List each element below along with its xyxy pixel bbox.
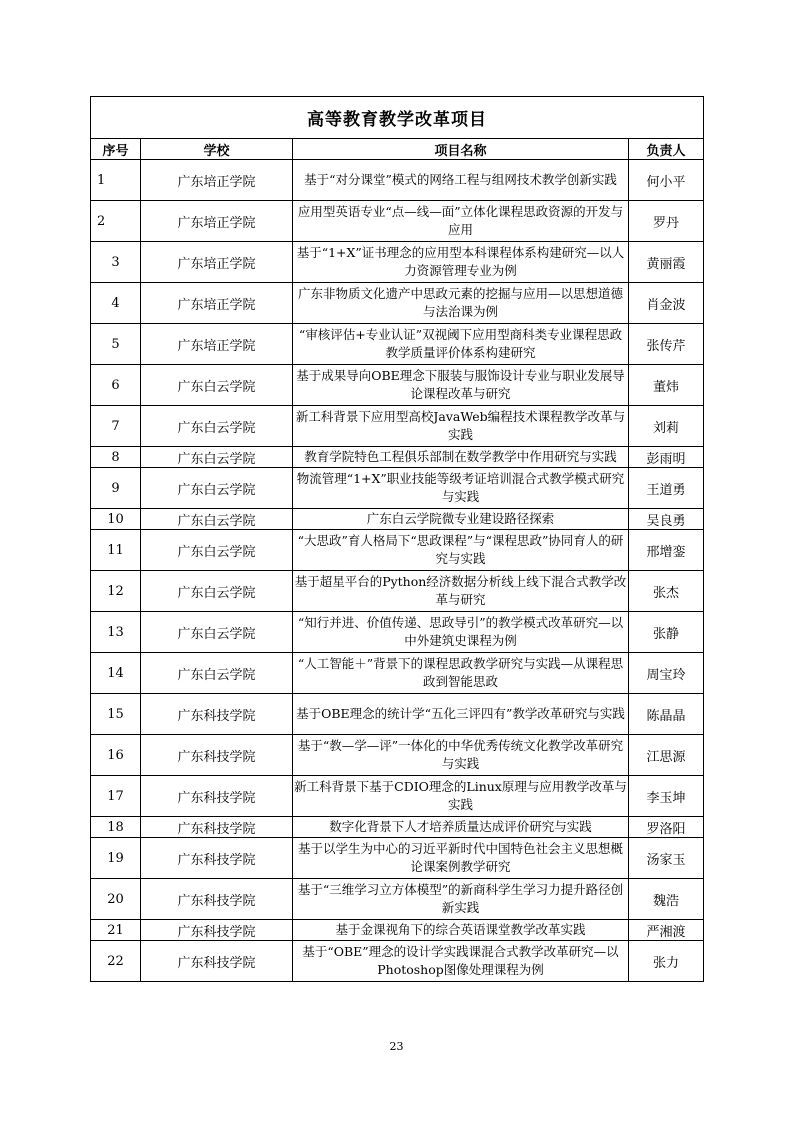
table-row (91, 530, 704, 571)
table-row (91, 406, 704, 447)
cell-school: 广东培正学院 (141, 324, 293, 365)
cell-person: 汤家玉 (629, 838, 704, 879)
header-row (91, 139, 704, 160)
cell-project-name: 教育学院特色工程俱乐部制在数学教学中作用研究与实践 (293, 447, 629, 468)
cell-school: 广东白云学院 (141, 571, 293, 612)
cell-school: 广东白云学院 (141, 406, 293, 447)
cell-school: 广东白云学院 (141, 509, 293, 530)
cell-school: 广东白云学院 (141, 653, 293, 694)
cell-person: 何小平 (629, 160, 704, 201)
cell-school: 广东科技学院 (141, 694, 293, 735)
cell-project-name: “知行并进、价值传递、思政导引”的教学模式改革研究—以中外建筑史课程为例 (293, 612, 629, 653)
project-table (90, 96, 704, 982)
cell-no: 17 (91, 776, 141, 817)
cell-school: 广东培正学院 (141, 242, 293, 283)
cell-person: 李玉坤 (629, 776, 704, 817)
table-body (91, 97, 704, 982)
cell-project-name: 广东非物质文化遗产中思政元素的挖掘与应用—以思想道德与法治课为例 (293, 283, 629, 324)
cell-project-name: 新工科背景下基于CDIO理念的Linux原理与应用教学改革与实践 (293, 776, 629, 817)
cell-no: 7 (91, 406, 141, 447)
cell-no: 5 (91, 324, 141, 365)
cell-school: 广东科技学院 (141, 941, 293, 982)
cell-person: 黄丽霞 (629, 242, 704, 283)
cell-school: 广东培正学院 (141, 201, 293, 242)
table-row (91, 283, 704, 324)
table-title: 高等教育教学改革项目 (91, 97, 704, 139)
cell-school: 广东培正学院 (141, 283, 293, 324)
cell-no: 18 (91, 817, 141, 838)
cell-project-name: 基于“OBE”理念的设计学实践课混合式教学改革研究—以Photoshop图像处理课程为例 (293, 941, 629, 982)
cell-no: 22 (91, 941, 141, 982)
header-project: 项目名称 (293, 139, 629, 160)
cell-project-name: “大思政”育人格局下“思政课程”与“课程思政”协同育人的研究与实践 (293, 530, 629, 571)
table-row (91, 838, 704, 879)
cell-person: 肖金波 (629, 283, 704, 324)
cell-person: 魏浩 (629, 879, 704, 920)
cell-project-name: 基于“三维学习立方体模型”的新商科学生学习力提升路径创新实践 (293, 879, 629, 920)
cell-no: 19 (91, 838, 141, 879)
cell-no: 21 (91, 920, 141, 941)
cell-no: 9 (91, 468, 141, 509)
cell-no: 13 (91, 612, 141, 653)
cell-project-name: 基于以学生为中心的习近平新时代中国特色社会主义思想概论课案例教学研究 (293, 838, 629, 879)
cell-school: 广东白云学院 (141, 365, 293, 406)
cell-no: 11 (91, 530, 141, 571)
table-row (91, 509, 704, 530)
title-row (91, 97, 704, 139)
table-row (91, 571, 704, 612)
cell-project-name: 新工科背景下应用型高校JavaWeb编程技术课程教学改革与实践 (293, 406, 629, 447)
table-row (91, 324, 704, 365)
page-number: 23 (389, 1040, 404, 1053)
cell-project-name: 基于成果导向OBE理念下服装与服饰设计专业与职业发展导论课程改革与研究 (293, 365, 629, 406)
cell-no: 16 (91, 735, 141, 776)
cell-no: 8 (91, 447, 141, 468)
table-row (91, 735, 704, 776)
cell-school: 广东白云学院 (141, 612, 293, 653)
cell-project-name: 基于超星平台的Python经济数据分析线上线下混合式教学改革与研究 (293, 571, 629, 612)
cell-person: 江思源 (629, 735, 704, 776)
cell-project-name: 基于“教—学—评”一体化的中华优秀传统文化教学改革研究与实践 (293, 735, 629, 776)
cell-project-name: 广东白云学院微专业建设路径探索 (293, 509, 629, 530)
cell-no: 2 (91, 201, 141, 242)
cell-no: 4 (91, 283, 141, 324)
cell-person: 张力 (629, 941, 704, 982)
table-row (91, 365, 704, 406)
cell-school: 广东科技学院 (141, 879, 293, 920)
table-row (91, 160, 704, 201)
cell-no: 12 (91, 571, 141, 612)
table-row (91, 920, 704, 941)
table-row (91, 879, 704, 920)
table-row (91, 653, 704, 694)
cell-person: 邢增銮 (629, 530, 704, 571)
cell-person: 董炜 (629, 365, 704, 406)
table-row (91, 776, 704, 817)
table-row (91, 468, 704, 509)
cell-no: 6 (91, 365, 141, 406)
cell-no: 1 (91, 160, 141, 201)
cell-no: 3 (91, 242, 141, 283)
cell-project-name: 基于“对分课堂”模式的网络工程与组网技术教学创新实践 (293, 160, 629, 201)
table-row (91, 941, 704, 982)
cell-project-name: “人工智能＋”背景下的课程思政教学研究与实践—从课程思政到智能思政 (293, 653, 629, 694)
cell-school: 广东白云学院 (141, 530, 293, 571)
cell-person: 吴良勇 (629, 509, 704, 530)
cell-project-name: 基于金课视角下的综合英语课堂教学改革实践 (293, 920, 629, 941)
cell-school: 广东科技学院 (141, 776, 293, 817)
cell-school: 广东科技学院 (141, 817, 293, 838)
table-row (91, 817, 704, 838)
cell-school: 广东培正学院 (141, 160, 293, 201)
cell-no: 14 (91, 653, 141, 694)
cell-person: 彭雨明 (629, 447, 704, 468)
cell-person: 王道勇 (629, 468, 704, 509)
cell-project-name: 物流管理“1+X”职业技能等级考证培训混合式教学模式研究与实践 (293, 468, 629, 509)
cell-project-name: “审核评估+专业认证”双视阈下应用型商科类专业课程思政教学质量评价体系构建研究 (293, 324, 629, 365)
cell-person: 罗洛阳 (629, 817, 704, 838)
cell-school: 广东科技学院 (141, 735, 293, 776)
cell-project-name: 应用型英语专业“点—线—面”立体化课程思政资源的开发与应用 (293, 201, 629, 242)
cell-school: 广东科技学院 (141, 838, 293, 879)
cell-person: 张传芹 (629, 324, 704, 365)
cell-school: 广东白云学院 (141, 447, 293, 468)
table-row (91, 242, 704, 283)
table-row (91, 694, 704, 735)
cell-project-name: 基于OBE理念的统计学“五化三评四有”教学改革研究与实践 (293, 694, 629, 735)
cell-person: 周宝玲 (629, 653, 704, 694)
header-no: 序号 (91, 139, 141, 160)
cell-no: 20 (91, 879, 141, 920)
cell-project-name: 数字化背景下人才培养质量达成评价研究与实践 (293, 817, 629, 838)
cell-school: 广东科技学院 (141, 920, 293, 941)
cell-person: 陈晶晶 (629, 694, 704, 735)
cell-person: 罗丹 (629, 201, 704, 242)
table-row (91, 201, 704, 242)
cell-school: 广东白云学院 (141, 468, 293, 509)
cell-no: 15 (91, 694, 141, 735)
cell-person: 张静 (629, 612, 704, 653)
header-school: 学校 (141, 139, 293, 160)
table-row (91, 447, 704, 468)
header-person: 负责人 (629, 139, 704, 160)
cell-project-name: 基于“1+X”证书理念的应用型本科课程体系构建研究—以人力资源管理专业为例 (293, 242, 629, 283)
cell-person: 刘莉 (629, 406, 704, 447)
cell-no: 10 (91, 509, 141, 530)
table-row (91, 612, 704, 653)
cell-person: 张杰 (629, 571, 704, 612)
cell-person: 严湘渡 (629, 920, 704, 941)
